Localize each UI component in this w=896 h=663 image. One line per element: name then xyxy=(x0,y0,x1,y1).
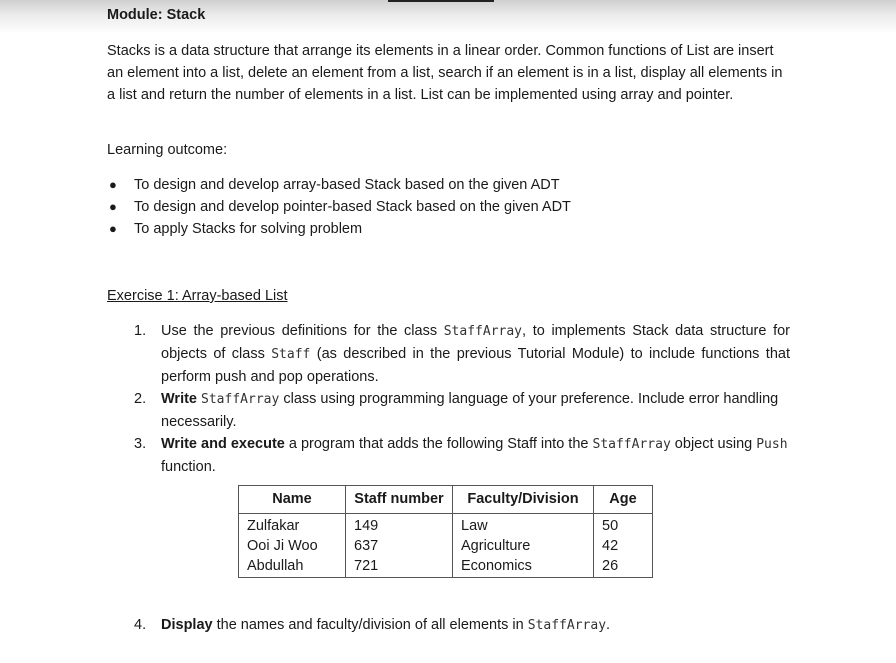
header-staff-number: Staff number xyxy=(346,486,453,514)
header-name: Name xyxy=(239,486,346,514)
exercise-steps xyxy=(134,320,790,478)
bullet-icon: ● xyxy=(109,177,117,192)
table-row: Abdullah 721 Economics 26 xyxy=(239,556,653,578)
header-faculty: Faculty/Division xyxy=(453,486,594,514)
list-item: ● To design and develop array-based Stack based on the given ADT xyxy=(107,174,571,196)
step-3: 3. Write and execute a program that adds the following Staff into the StaffArray object using Push function. xyxy=(134,436,788,475)
step-2: 2. Write StaffArray class using programming language of your preference. Include error handling necessarily. xyxy=(134,391,779,430)
step-1: 1. Use the previous definitions for the class StaffArray, to implements Stack data structure for objects of class Staff (as described in the previous Tutorial Module) to include functions that perform push and pop operations. xyxy=(134,323,791,385)
learning-outcome-label: Learning outcome: xyxy=(107,142,228,158)
bullet-icon: ● xyxy=(109,199,117,214)
table-row: Ooi Ji Woo 637 Agriculture 42 xyxy=(239,536,653,556)
table-header-row xyxy=(239,486,653,514)
intro-paragraph: Stacks is a data structure that arrange its elements in a linear order. Common functions of List are insert an element into a list, delete an element from a list, search if an element is in a list, display all elements in a list and return the number of elements in a list. List can be implemented using array and pointer. xyxy=(107,43,783,103)
exercise-heading: Exercise 1: Array-based List xyxy=(107,288,288,304)
table-row: Zulfakar 149 Law 50 xyxy=(239,514,653,537)
learning-outcome-list xyxy=(107,174,571,240)
header-age: Age xyxy=(594,486,653,514)
staff-table xyxy=(238,485,653,578)
list-item: ● To design and develop pointer-based Stack based on the given ADT xyxy=(107,196,571,218)
module-title: Module: Stack xyxy=(107,7,206,23)
list-item: ● To apply Stacks for solving problem xyxy=(107,218,571,240)
step-4: 4. Display the names and faculty/division of all elements in StaffArray. xyxy=(134,617,611,633)
top-edge-mark xyxy=(388,0,494,2)
bullet-icon: ● xyxy=(109,221,117,236)
